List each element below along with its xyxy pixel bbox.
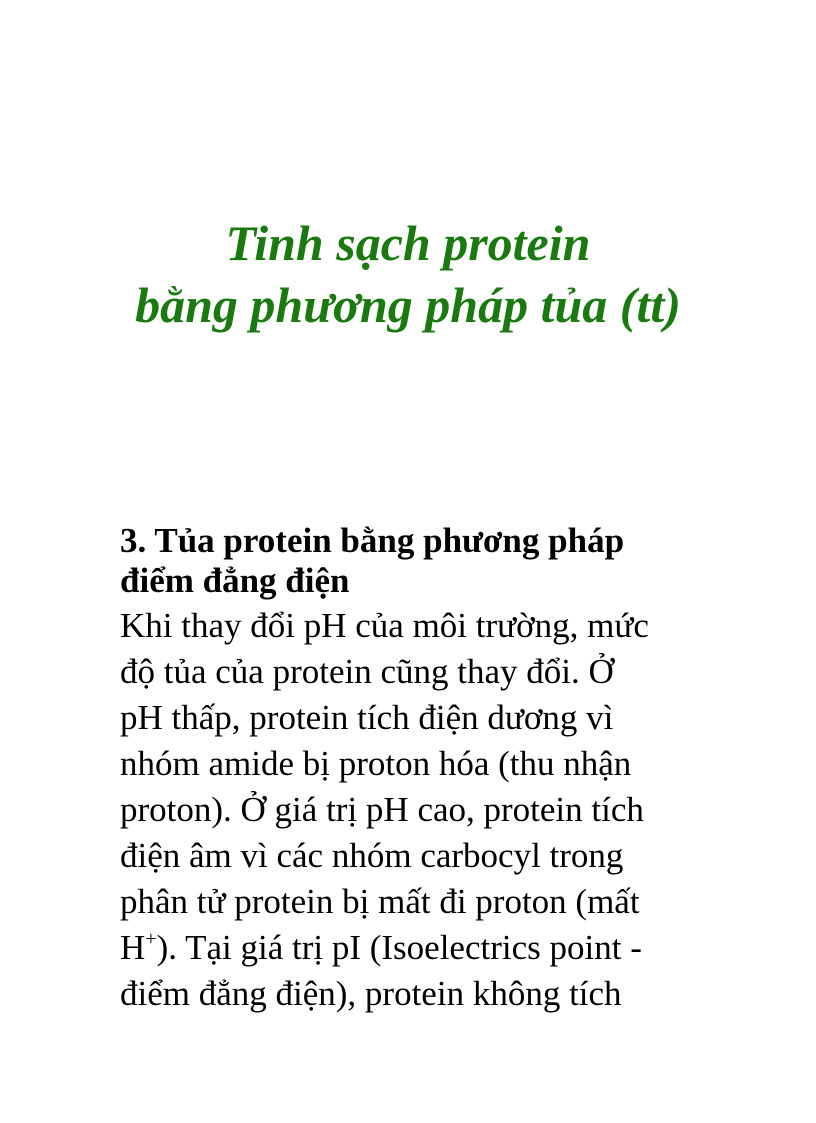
- title-line-2: bằng phương pháp tủa (tt): [135, 277, 681, 333]
- body-line-with-superscript: [120, 925, 720, 971]
- plus-superscript: +: [145, 928, 157, 950]
- body-line: điện âm vì các nhóm carbocyl trong: [120, 836, 624, 875]
- body-line: pH thấp, protein tích điện dương vì: [120, 698, 614, 737]
- body-line: độ tủa của protein cũng thay đổi. Ở: [120, 652, 614, 691]
- body-paragraph: [120, 603, 720, 1017]
- body-line: phân tử protein bị mất đi proton (mất: [120, 882, 640, 921]
- body-line-rest: ). Tại giá trị pI (Isoelectrics point -: [156, 928, 642, 967]
- body-line: proton). Ở giá trị pH cao, protein tích: [120, 790, 644, 829]
- section-content: [120, 521, 720, 1017]
- title-line-1: Tinh sạch protein: [225, 215, 591, 271]
- slide-title: [0, 212, 816, 336]
- section-heading: [120, 521, 720, 601]
- body-line: điểm đẳng điện), protein không tích: [120, 974, 622, 1013]
- h-symbol: H: [120, 928, 146, 967]
- body-line: Khi thay đổi pH của môi trường, mức: [120, 606, 649, 645]
- body-line: nhóm amide bị proton hóa (thu nhận: [120, 744, 632, 783]
- heading-line-2: điểm đẳng điện: [120, 561, 350, 600]
- heading-line-1: 3. Tủa protein bằng phương pháp: [120, 521, 625, 560]
